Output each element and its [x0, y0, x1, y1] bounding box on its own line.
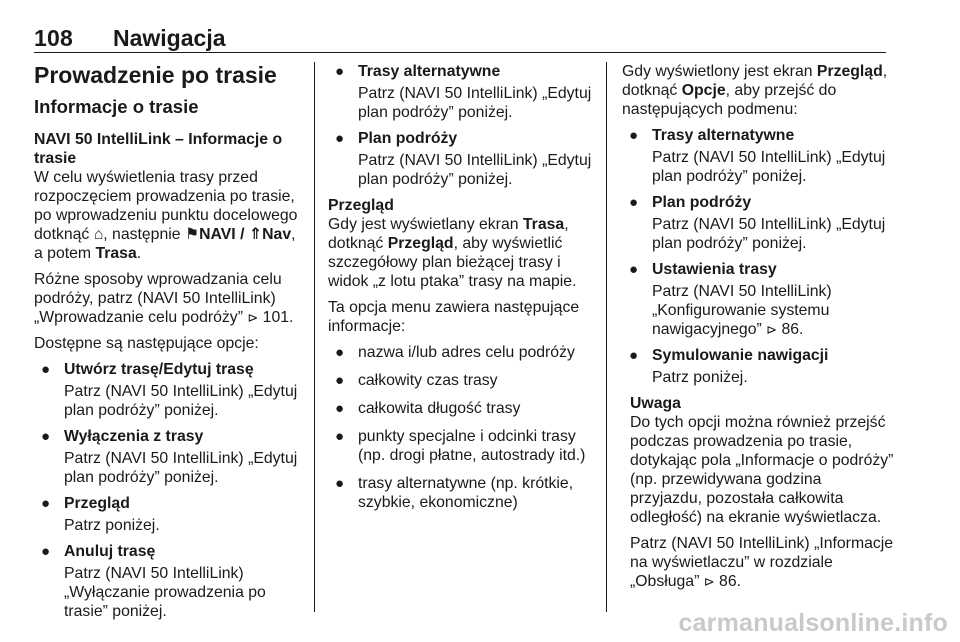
flag-icon: ⚑	[184, 226, 200, 243]
bullet-icon: ●	[629, 127, 639, 144]
list-item: ● Symulowanie nawigacji	[629, 347, 829, 364]
column-divider	[314, 62, 315, 612]
methods-paragraph: Różne sposoby wprowadzania celu podróży, patrz (NAVI 50 IntelliLink) „Wprowadzanie celu podróży” ⊳ 101.	[34, 271, 294, 326]
note-text: Do tych opcji można również przejść podczas prowadzenia po trasie, dotykając pola „Informacje o podróży” (np. przewidywana godzina przyjazdu, pozostała całkowita odległość) na ekranie wyświetlacza.	[630, 414, 894, 526]
list-item-text: Patrz poniżej.	[652, 369, 748, 386]
bullet-icon: ●	[41, 428, 51, 445]
page-ref-icon: ⊳	[247, 310, 259, 325]
page-ref: 101.	[262, 309, 294, 326]
list-item-text: Patrz (NAVI 50 IntelliLink) „Konfigurowanie systemu nawigacyjnego” ⊳ 86.	[652, 283, 832, 338]
bullet-icon: ●	[335, 400, 345, 417]
column-3	[622, 62, 894, 598]
overview-paragraph: Gdy jest wyświetlany ekran Trasa, dotknąć Przegląd, aby wyświetlić szczegółowy plan bieżącej trasy i widok „z lotu ptaka” trasy na mapie.	[328, 216, 577, 290]
subsection-title: Informacje o trasie	[34, 96, 199, 117]
bullet-icon: ●	[629, 347, 639, 364]
column-1	[34, 62, 306, 628]
chapter-title: Nawigacja	[113, 25, 226, 51]
options-intro: Dostępne są następujące opcje:	[34, 335, 259, 352]
note-box	[622, 394, 894, 591]
page-ref: 86.	[719, 573, 742, 590]
column-2	[328, 62, 596, 521]
list-item-text: Patrz (NAVI 50 IntelliLink) „Edytuj plan podróży” poniżej.	[358, 85, 592, 121]
list-item: ● Plan podróży	[335, 130, 458, 147]
bullet-icon: ●	[335, 475, 345, 492]
watermark: carmanualsonline.info	[678, 609, 948, 637]
options-paragraph: Gdy wyświetlony jest ekran Przegląd, dotknąć Opcje, aby przejść do następujących podmenu:	[622, 63, 888, 118]
bullet-icon: ●	[629, 194, 639, 211]
bullet-icon: ●	[335, 130, 345, 147]
list-item: ● Trasy alternatywne	[335, 63, 501, 80]
column-divider	[606, 62, 607, 612]
bullet-icon: ●	[335, 63, 345, 80]
list-item: ● Wyłączenia z trasy	[41, 428, 204, 445]
intro-paragraph: W celu wyświetlenia trasy przed rozpoczęciem prowadzenia po trasie, po wprowadzeniu punktu docelowego dotknąć ⌂, następnie ⚑NAVI / ⇑Nav, a potem Trasa.	[34, 169, 298, 262]
nav-arrow-icon: ⇑	[248, 226, 263, 243]
list-item: ● Trasy alternatywne	[629, 127, 795, 144]
list-item-text: Patrz (NAVI 50 IntelliLink) „Edytuj plan podróży” poniżej.	[358, 152, 592, 188]
topic-heading: NAVI 50 IntelliLink – Informacje o trasie	[34, 131, 283, 167]
list-item: ● Plan podróży	[629, 194, 752, 211]
page-number: 108	[34, 25, 73, 51]
page-ref-icon: ⊳	[703, 574, 715, 589]
list-item: ● nazwa i/lub adres celu podróży	[335, 344, 575, 361]
nav-label: Nav	[262, 226, 292, 243]
list-item: ● Utwórz trasę/Edytuj trasę	[41, 361, 254, 378]
navi-label: NAVI	[199, 226, 236, 243]
list-item: ● trasy alternatywne (np. krótkie, szybkie, ekonomiczne)	[335, 475, 574, 511]
bullet-icon: ●	[629, 261, 639, 278]
list-item-text: Patrz poniżej.	[64, 517, 160, 534]
page-ref-icon: ⊳	[766, 322, 778, 337]
bullet-icon: ●	[41, 495, 51, 512]
list-item: ● całkowity czas trasy	[335, 372, 498, 389]
bullet-icon: ●	[41, 543, 51, 560]
topic-heading: Przegląd	[328, 197, 394, 214]
info-intro: Ta opcja menu zawiera następujące informacje:	[328, 299, 580, 335]
bullet-icon: ●	[335, 372, 345, 389]
section-title: Prowadzenie po trasie	[34, 62, 277, 88]
list-item-text: Patrz (NAVI 50 IntelliLink) „Edytuj plan podróży” poniżej.	[64, 383, 298, 419]
bullet-icon: ●	[335, 344, 345, 361]
list-item: ● Ustawienia trasy	[629, 261, 777, 278]
list-item: ● Przegląd	[41, 495, 130, 512]
list-item: ● punkty specjalne i odcinki trasy (np. drogi płatne, autostrady itd.)	[335, 428, 586, 464]
note-reference: Patrz (NAVI 50 IntelliLink) „Informacje na wyświetlaczu” w rozdziale „Obsługa” ⊳ 86.	[630, 535, 894, 590]
trasa-label: Trasa	[95, 245, 137, 262]
bullet-icon: ●	[335, 428, 345, 445]
list-item-text: Patrz (NAVI 50 IntelliLink) „Edytuj plan podróży” poniżej.	[652, 149, 886, 185]
list-item-text: Patrz (NAVI 50 IntelliLink) „Edytuj plan podróży” poniżej.	[64, 450, 298, 486]
page-header	[34, 24, 886, 53]
page-ref: 86.	[781, 321, 804, 338]
list-item: ● Anuluj trasę	[41, 543, 156, 560]
list-item-text: Patrz (NAVI 50 IntelliLink) „Edytuj plan podróży” poniżej.	[652, 216, 886, 252]
bullet-icon: ●	[41, 361, 51, 378]
list-item-text: Patrz (NAVI 50 IntelliLink) „Wyłączanie prowadzenia po trasie” poniżej.	[64, 565, 266, 620]
list-item: ● całkowita długość trasy	[335, 400, 521, 417]
note-title: Uwaga	[630, 395, 681, 412]
home-icon: ⌂	[93, 226, 104, 243]
